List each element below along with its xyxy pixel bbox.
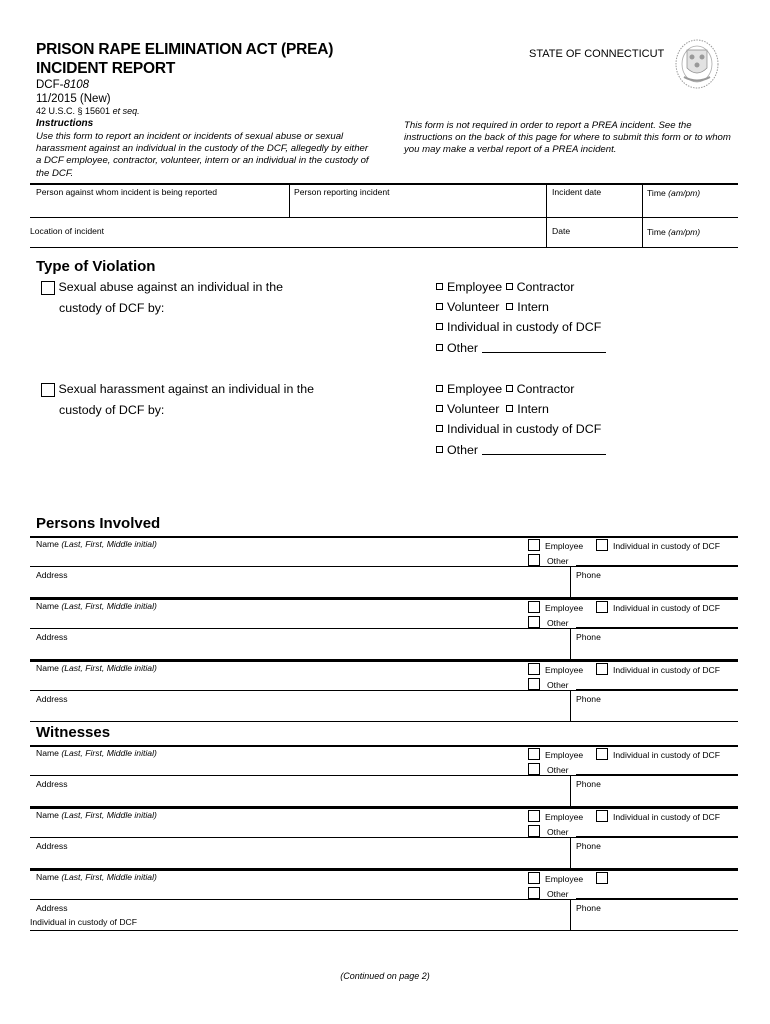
checkbox-icon[interactable] (436, 405, 443, 412)
person-3-name-field[interactable]: Name (Last, First, Middle initial) (36, 663, 157, 673)
sexual-abuse-option[interactable] (41, 280, 283, 295)
witness-3-phone-field[interactable]: Phone (576, 903, 601, 913)
sexual-abuse-label: Sexual abuse against an individual in the (58, 280, 284, 294)
sexual-harassment-option[interactable] (41, 382, 314, 397)
abuse-employee-option[interactable]: Employee (436, 280, 502, 294)
witness-2-individual-label: Individual in custody of DCF (613, 812, 720, 822)
checkbox-icon[interactable] (436, 446, 443, 453)
report-time-field[interactable]: Time (am/pm) (647, 227, 701, 237)
witnesses-heading: Witnesses (36, 724, 111, 741)
form-title-line1: PRISON RAPE ELIMINATION ACT (PREA) (36, 41, 334, 58)
witness-1-row-divider (30, 775, 738, 776)
witness-1-phone-field[interactable]: Phone (576, 779, 601, 789)
checkbox-icon[interactable] (506, 283, 513, 290)
person-3-individual-label: Individual in custody of DCF (613, 665, 720, 675)
witness-1-employee-label: Employee (545, 750, 584, 760)
form-title-line2: INCIDENT REPORT (36, 60, 176, 77)
checkbox-icon[interactable] (506, 405, 513, 412)
witness-3-other-checkbox[interactable] (528, 887, 540, 899)
person-2-individual-checkbox[interactable] (596, 601, 608, 613)
table-top-rule (30, 183, 738, 185)
checkbox-icon[interactable] (436, 425, 443, 432)
witness-3-employee-checkbox[interactable] (528, 872, 540, 884)
person-2-phone-field[interactable]: Phone (576, 632, 601, 642)
report-date-field[interactable]: Date (552, 226, 571, 236)
witness-3-top-rule (30, 869, 738, 871)
person-1-other-label: Other (547, 556, 569, 566)
witness-2-row-divider (30, 837, 738, 838)
harassment-intern-option[interactable]: Intern (506, 402, 549, 416)
location-field[interactable]: Location of incident (30, 226, 105, 236)
witness-3-bottom-rule (30, 930, 738, 931)
person-2-employee-checkbox[interactable] (528, 601, 540, 613)
person-2-address-field[interactable]: Address (36, 632, 68, 642)
person-1-individual-label: Individual in custody of DCF (613, 541, 720, 551)
person-2-top-rule (30, 598, 738, 600)
person-3-employee-label: Employee (545, 665, 584, 675)
instructions-heading: Instructions (36, 118, 94, 129)
incident-time-field[interactable]: Time (am/pm) (647, 188, 701, 198)
person-3-top-rule (30, 660, 738, 662)
checkbox-icon[interactable] (436, 344, 443, 351)
person-1-employee-checkbox[interactable] (528, 539, 540, 551)
abuse-intern-option[interactable]: Intern (506, 300, 549, 314)
witness-2-other-checkbox[interactable] (528, 825, 540, 837)
abuse-other-option[interactable]: Other (436, 341, 606, 355)
sexual-harassment-checkbox[interactable] (41, 383, 55, 397)
form-revision: 11/2015 (New) (36, 93, 111, 105)
person-1-other-checkbox[interactable] (528, 554, 540, 566)
harassment-other-option[interactable]: Other (436, 443, 606, 457)
person-2-other-checkbox[interactable] (528, 616, 540, 628)
person-3-bottom-rule (30, 721, 738, 722)
witness-3-col-divider (570, 899, 571, 930)
witness-3-row-divider (30, 899, 738, 900)
person-1-employee-label: Employee (545, 541, 584, 551)
form-number: DCF-8108 (36, 79, 90, 91)
witness-2-top-rule (30, 807, 738, 809)
form-statute: 42 U.S.C. § 15601 et seq. (36, 106, 140, 116)
witness-1-other-checkbox[interactable] (528, 763, 540, 775)
harassment-employee-option[interactable]: Employee (436, 382, 502, 396)
table-col-divider (642, 184, 643, 247)
table-row-divider (30, 217, 738, 218)
table-col-divider (289, 184, 290, 217)
violation-heading: Type of Violation (36, 258, 156, 275)
harassment-other-input[interactable] (482, 443, 606, 455)
person-1-top-rule (30, 536, 738, 538)
instructions-note: This form is not required in order to report a PREA incident. See the instructions on the back of this page for where to submit this form or to whom you may make a verbal report of a PREA incident. (404, 120, 731, 156)
person-1-address-field[interactable]: Address (36, 570, 68, 580)
witness-1-top-rule (30, 745, 738, 747)
checkbox-icon[interactable] (436, 385, 443, 392)
person-3-other-checkbox[interactable] (528, 678, 540, 690)
person-against-field[interactable]: Person against whom incident is being reported (36, 187, 218, 197)
checkbox-icon[interactable] (436, 283, 443, 290)
persons-heading: Persons Involved (36, 515, 161, 532)
abuse-other-input[interactable] (482, 341, 606, 353)
witness-2-address-field[interactable]: Address (36, 841, 68, 851)
witness-3-individual-checkbox[interactable] (596, 872, 608, 884)
witness-1-individual-checkbox[interactable] (596, 748, 608, 760)
table-col-divider (546, 184, 547, 247)
abuse-contractor-option[interactable]: Contractor (506, 280, 575, 294)
witness-3-other-label: Other (547, 889, 569, 899)
witness-3-address-field[interactable]: Address (36, 903, 68, 913)
witness-3-employee-label: Employee (545, 874, 584, 884)
checkbox-icon[interactable] (506, 303, 513, 310)
person-2-employee-label: Employee (545, 603, 584, 613)
checkbox-icon[interactable] (436, 323, 443, 330)
witness-1-col-divider (570, 775, 571, 806)
person-3-other-label: Other (547, 680, 569, 690)
abuse-volunteer-option[interactable]: Volunteer (436, 300, 499, 314)
person-1-name-field[interactable]: Name (Last, First, Middle initial) (36, 539, 157, 549)
abuse-individual-option[interactable]: Individual in custody of DCF (436, 320, 601, 334)
person-3-col-divider (570, 690, 571, 721)
witness-2-phone-field[interactable]: Phone (576, 841, 601, 851)
sexual-abuse-checkbox[interactable] (41, 281, 55, 295)
person-2-col-divider (570, 628, 571, 659)
harassment-contractor-option[interactable]: Contractor (506, 382, 575, 396)
witness-3-individual-label: Individual in custody of DCF (30, 917, 137, 927)
witness-1-employee-checkbox[interactable] (528, 748, 540, 760)
abuse-opts-row1 (436, 280, 574, 294)
harassment-volunteer-option[interactable]: Volunteer (436, 402, 499, 416)
person-1-individual-checkbox[interactable] (596, 539, 608, 551)
person-3-individual-checkbox[interactable] (596, 663, 608, 675)
instructions-text: Use this form to report an incident or incidents of sexual abuse or sexual harassment against an individual in the custody of the DCF, allegedly by either a DCF employee, contractor, volunteer, intern or an individual in the custody of the DCF. (36, 131, 369, 179)
sexual-harassment-label-cont: custody of DCF by: (59, 403, 165, 417)
form-title (36, 40, 333, 78)
person-2-individual-label: Individual in custody of DCF (613, 603, 720, 613)
harassment-opts-row2 (436, 402, 549, 416)
harassment-individual-option[interactable]: Individual in custody of DCF (436, 422, 601, 436)
witness-3-name-field[interactable]: Name (Last, First, Middle initial) (36, 872, 157, 882)
person-1-col-divider (570, 566, 571, 597)
sexual-abuse-label-cont: custody of DCF by: (59, 301, 165, 315)
person-3-row-divider (30, 690, 738, 691)
person-3-phone-field[interactable]: Phone (576, 694, 601, 704)
witness-1-name-field[interactable]: Name (Last, First, Middle initial) (36, 748, 157, 758)
harassment-opts-row1 (436, 382, 574, 396)
witness-1-address-field[interactable]: Address (36, 779, 68, 789)
witness-2-employee-label: Employee (545, 812, 584, 822)
witness-2-individual-checkbox[interactable] (596, 810, 608, 822)
person-2-name-field[interactable]: Name (Last, First, Middle initial) (36, 601, 157, 611)
witness-1-other-label: Other (547, 765, 569, 775)
witness-2-col-divider (570, 837, 571, 868)
continued-note: (Continued on page 2) (340, 971, 430, 981)
person-2-row-divider (30, 628, 738, 629)
state-seal-icon (674, 38, 720, 90)
person-1-phone-field[interactable]: Phone (576, 570, 601, 580)
person-reporting-field[interactable]: Person reporting incident (294, 187, 390, 197)
person-2-other-label: Other (547, 618, 569, 628)
checkbox-icon[interactable] (436, 303, 443, 310)
table-bottom-rule (30, 247, 738, 248)
sexual-harassment-label: Sexual harassment against an individual in the (58, 382, 314, 396)
person-3-employee-checkbox[interactable] (528, 663, 540, 675)
person-1-row-divider (30, 566, 738, 567)
witness-2-name-field[interactable]: Name (Last, First, Middle initial) (36, 810, 157, 820)
state-name: STATE OF CONNECTICUT (529, 48, 665, 60)
incident-date-field[interactable]: Incident date (552, 187, 602, 197)
checkbox-icon[interactable] (506, 385, 513, 392)
witness-2-employee-checkbox[interactable] (528, 810, 540, 822)
person-3-address-field[interactable]: Address (36, 694, 68, 704)
witness-2-other-label: Other (547, 827, 569, 837)
abuse-opts-row2 (436, 300, 549, 314)
witness-1-individual-label: Individual in custody of DCF (613, 750, 720, 760)
